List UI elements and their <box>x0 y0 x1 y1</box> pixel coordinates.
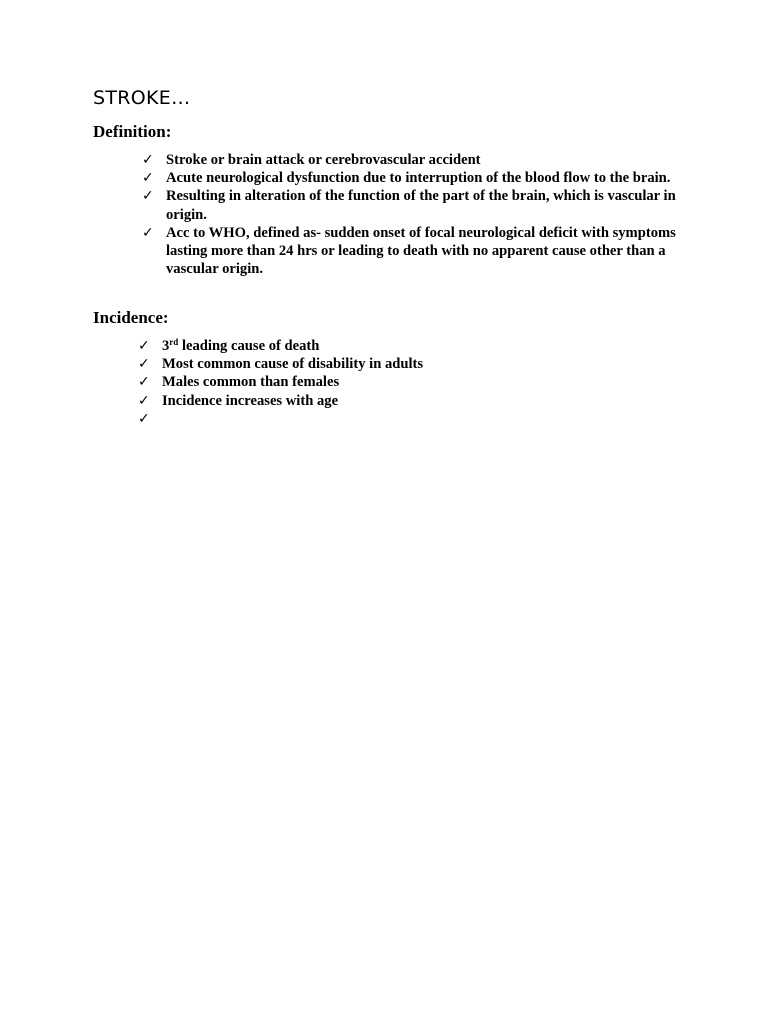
checkmark-icon: ✓ <box>138 392 150 409</box>
checkmark-icon: ✓ <box>142 224 154 241</box>
list-item-empty <box>138 410 678 428</box>
incidence-list <box>138 337 678 428</box>
checkmark-icon: ✓ <box>142 188 154 205</box>
definition-list <box>142 151 682 278</box>
list-item-text: Stroke or brain attack or cerebrovascular accident <box>166 152 481 168</box>
checkmark-icon: ✓ <box>142 170 154 187</box>
list-item-prefix: 3 <box>162 338 170 354</box>
list-item <box>142 169 682 187</box>
list-item-text: Most common cause of disability in adults <box>162 356 424 373</box>
section-heading-definition: Definition: <box>93 122 172 141</box>
list-item <box>142 151 682 169</box>
list-item <box>138 373 678 391</box>
checkmark-icon: ✓ <box>142 152 154 168</box>
checkmark-icon: ✓ <box>138 374 150 391</box>
list-item-text: Resulting in alteration of the function of the part of the brain, which is vascular in origin. <box>166 188 676 223</box>
list-item-superscript: rd <box>169 337 179 347</box>
section-heading-incidence: Incidence: <box>93 308 169 327</box>
checkmark-icon: ✓ <box>138 410 150 427</box>
list-item-text: Acc to WHO, defined as- sudden onset of focal neurological deficit with symptoms lasting more than 24 hrs or leading to death with no apparent cause other than a vascular origin. <box>166 224 676 278</box>
checkmark-icon: ✓ <box>138 356 150 373</box>
list-item <box>138 337 678 355</box>
list-item-text: Incidence increases with age <box>162 392 339 409</box>
document-title: STROKE… <box>93 87 191 109</box>
list-item <box>142 187 682 223</box>
list-item <box>138 355 678 373</box>
checkmark-icon: ✓ <box>138 338 150 354</box>
list-item-text: Males common than females <box>162 374 340 391</box>
list-item-text: Acute neurological dysfunction due to interruption of the blood flow to the brain. <box>166 170 671 187</box>
list-item <box>138 392 678 410</box>
list-item <box>142 224 682 279</box>
list-item-text: leading cause of death <box>178 338 320 354</box>
